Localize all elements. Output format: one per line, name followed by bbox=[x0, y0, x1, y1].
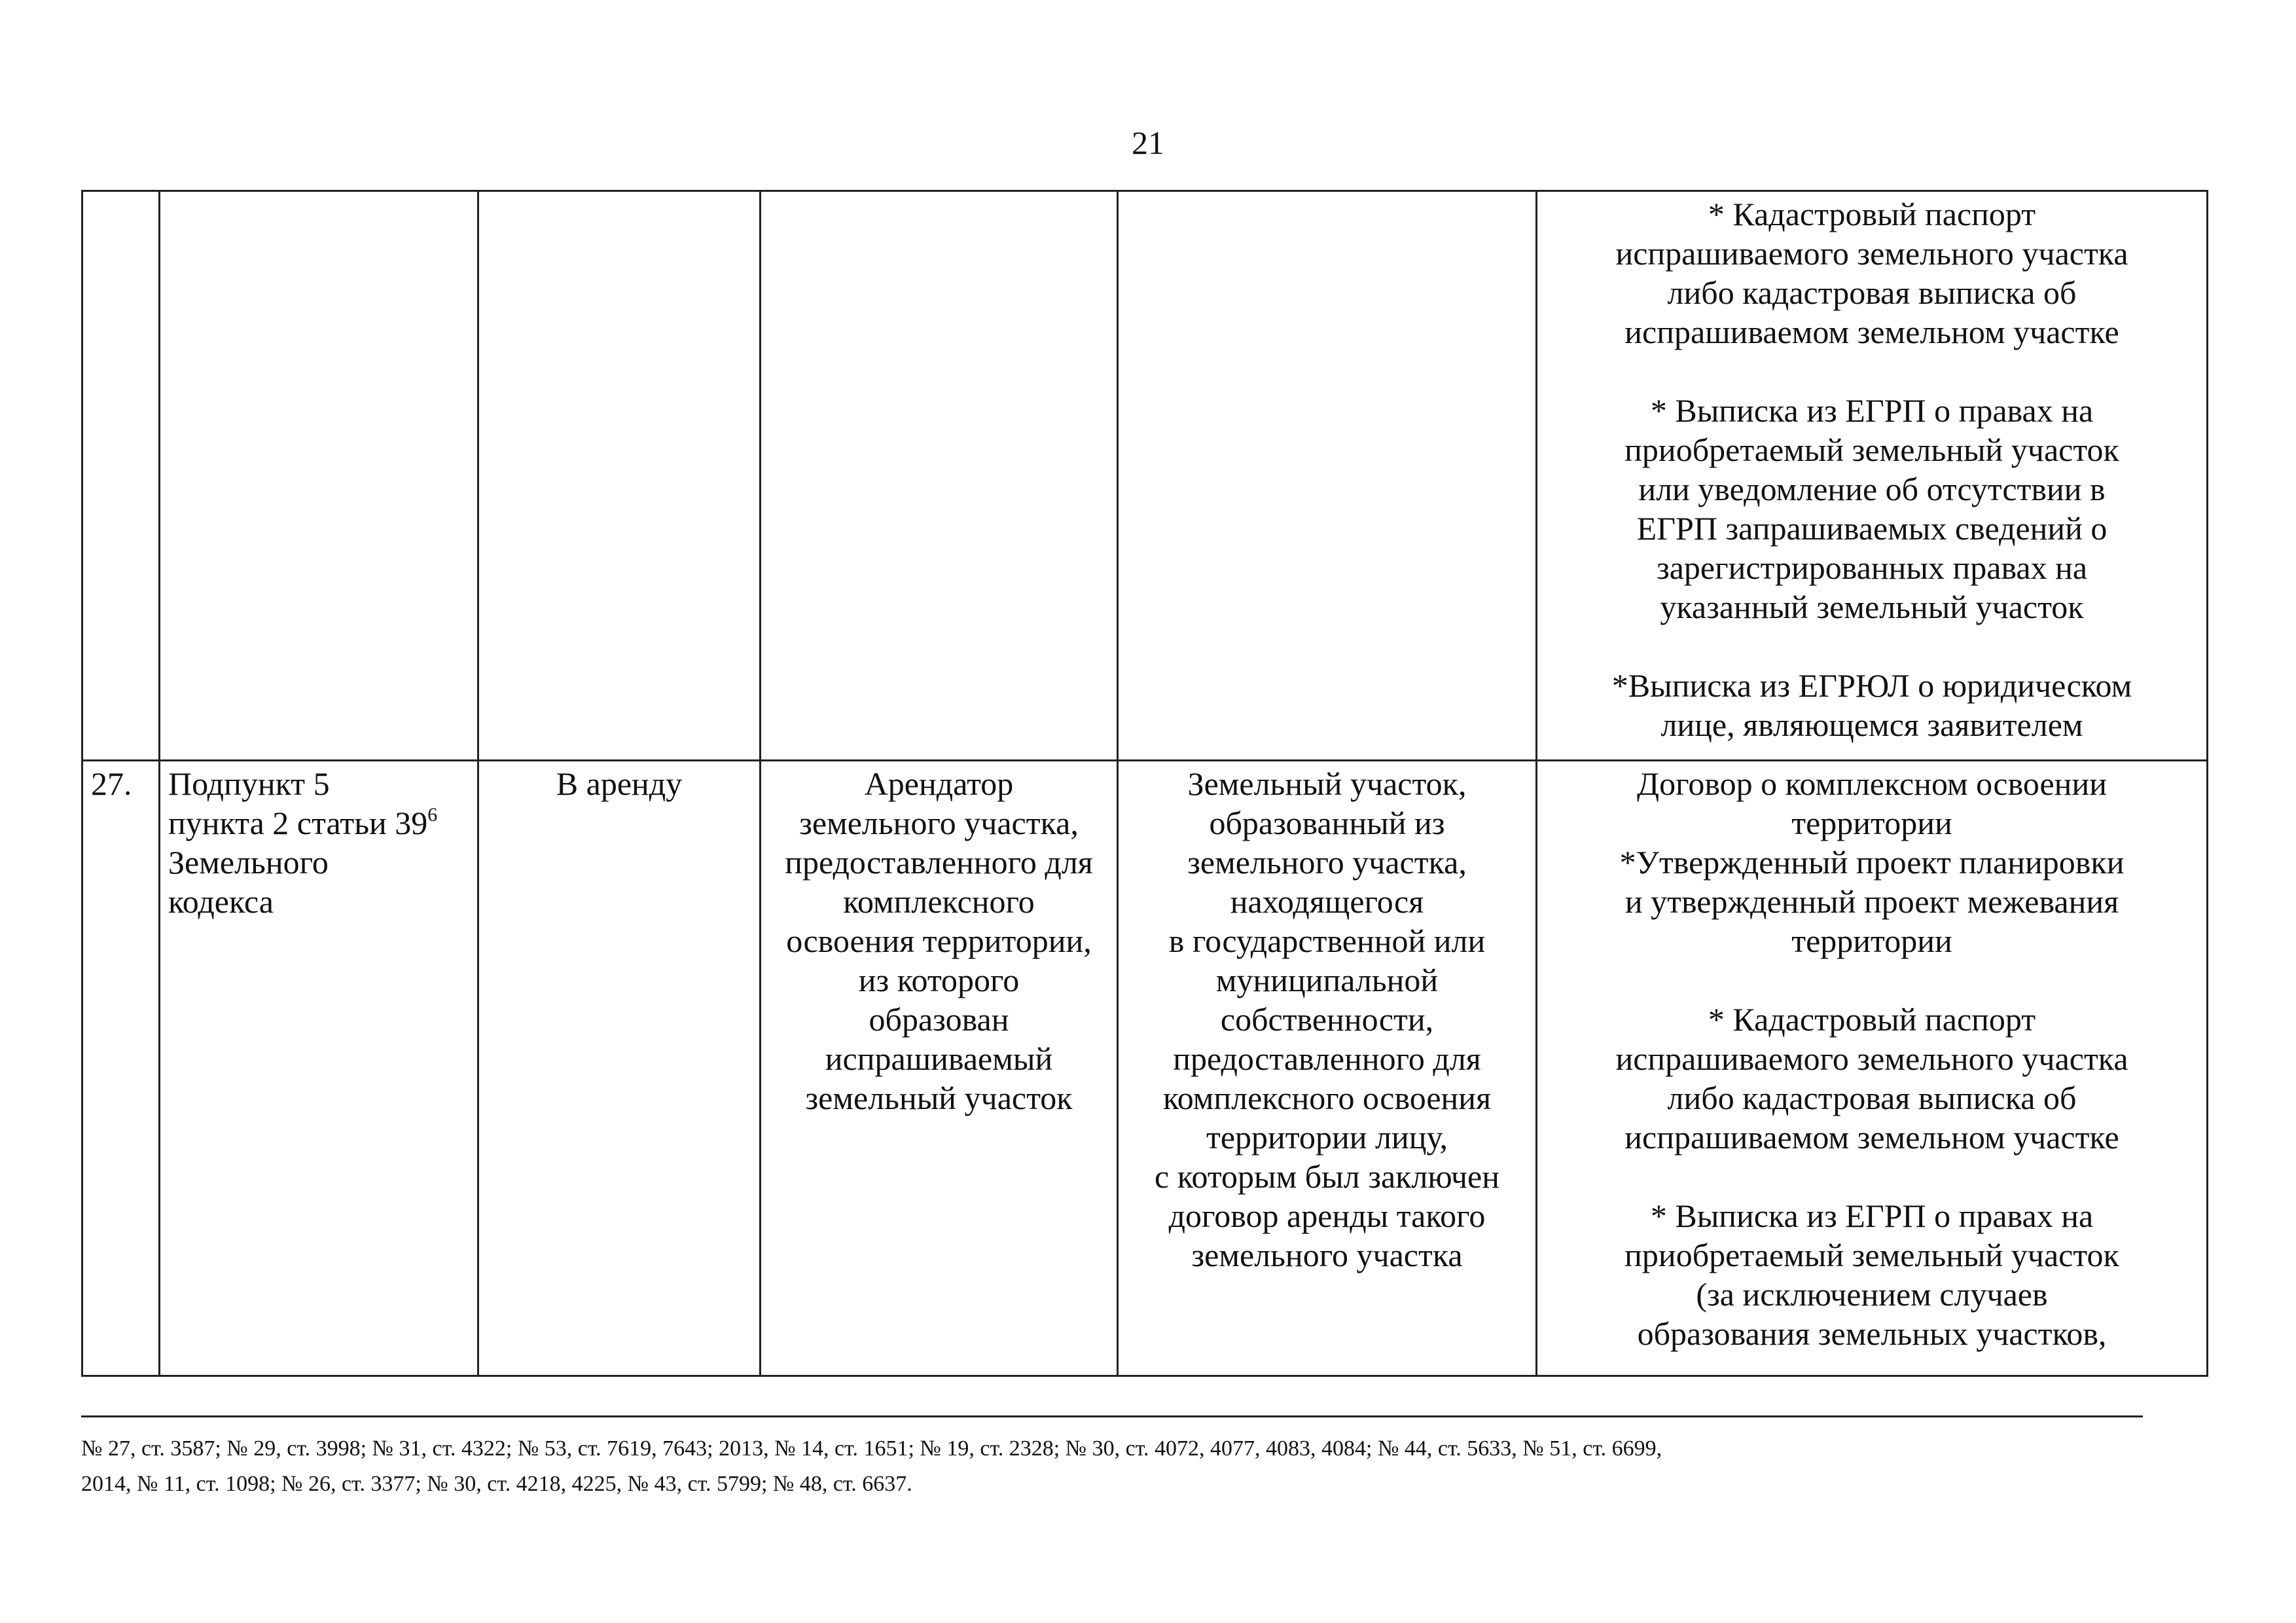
cell-applicant bbox=[761, 191, 1118, 761]
cell-text-line: комплексного bbox=[843, 883, 1035, 920]
cell-text-line: либо кадастровая выписка об bbox=[1667, 1080, 2077, 1116]
cell-text-line: * Выписка из ЕГРП о правах на bbox=[1650, 392, 2094, 429]
paragraph-gap bbox=[1545, 627, 2198, 666]
footnote-line: 2014, № 11, ст. 1098; № 26, ст. 3377; № 30, ст. 4218, 4225, № 43, ст. 5799; № 48, ст. 6637. bbox=[81, 1472, 912, 1496]
cell-text-line: земельного участка, bbox=[1187, 844, 1467, 881]
cell-text-line: испрашиваемом земельном участке bbox=[1624, 1119, 2119, 1156]
cell-text-line: территории лицу, bbox=[1206, 1119, 1448, 1156]
cell-text-line: * Кадастровый паспорт bbox=[1708, 1001, 2036, 1038]
footnote-line: № 27, ст. 3587; № 29, ст. 3998; № 31, ст. 4322; № 53, ст. 7619, 7643; 2013, № 14, ст. 1651; № 19, ст. 2328; № 30, ст. 4072, 4077, 4083, 4084; № 44, ст. 5633, № 51, ст. 6699, bbox=[81, 1436, 1662, 1461]
paragraph-gap bbox=[1545, 352, 2198, 391]
cell-text-line: образования земельных участков, bbox=[1637, 1315, 2107, 1352]
cell-provision-form: В аренду bbox=[478, 761, 761, 1376]
cell-number bbox=[82, 191, 160, 761]
cell-text-line: приобретаемый земельный участок bbox=[1624, 431, 2119, 468]
cell-text-line: испрашиваемый bbox=[825, 1040, 1053, 1077]
cell-text-line: в государственной или bbox=[1168, 922, 1486, 959]
cell-text-line: договор аренды такого bbox=[1168, 1197, 1486, 1234]
cell-text-line: * Выписка из ЕГРП о правах на bbox=[1650, 1197, 2094, 1234]
paragraph-gap bbox=[1545, 960, 2198, 1000]
cell-provision-form bbox=[478, 191, 761, 761]
cell-text-line: комплексного освоения bbox=[1162, 1080, 1492, 1116]
paragraph-gap bbox=[1545, 1157, 2198, 1196]
cell-text-line: земельный участок bbox=[805, 1080, 1073, 1116]
cell-applicant bbox=[761, 761, 1118, 1376]
basis-line: Подпункт 5 bbox=[168, 765, 330, 802]
cell-text-line: из которого bbox=[858, 962, 1020, 998]
cell-text-line: указанный земельный участок bbox=[1660, 589, 2084, 625]
cell-land-plot bbox=[1118, 191, 1537, 761]
table-row-27 bbox=[82, 761, 2208, 1376]
basis-line: Земельного bbox=[168, 844, 329, 881]
footnote-divider bbox=[81, 1415, 2143, 1417]
article-superscript: 6 bbox=[427, 804, 438, 826]
cell-text-line: земельного участка, bbox=[799, 805, 1079, 841]
cell-text-line: *Выписка из ЕГРЮЛ о юридическом bbox=[1611, 667, 2132, 704]
cell-text-line: собственности, bbox=[1220, 1001, 1434, 1038]
cell-text-line: * Кадастровый паспорт bbox=[1708, 196, 2036, 232]
cell-text-line: или уведомление об отсутствии в bbox=[1638, 471, 2106, 507]
cell-text-line: находящегося bbox=[1230, 883, 1424, 920]
cell-text-line: образованный из bbox=[1209, 805, 1445, 841]
cell-text-line: (за исключением случаев bbox=[1696, 1276, 2048, 1313]
basis-text: пункта 2 статьи 39 bbox=[168, 805, 428, 841]
basis-line: кодекса bbox=[168, 883, 274, 920]
cell-text-line: ЕГРП запрашиваемых сведений о bbox=[1636, 510, 2108, 547]
cell-legal-basis bbox=[160, 191, 478, 761]
cell-text-line: территории bbox=[1791, 805, 1952, 841]
cell-text-line: приобретаемый земельный участок bbox=[1624, 1237, 2119, 1273]
cell-text-line: предоставленного для bbox=[1173, 1040, 1481, 1077]
cell-text-line: Земельный участок, bbox=[1187, 765, 1467, 802]
cell-documents bbox=[1537, 191, 2208, 761]
cell-text-line: лице, являющемся заявителем bbox=[1660, 706, 2083, 743]
page-number: 21 bbox=[1132, 124, 1164, 161]
cell-text-line: Договор о комплексном освоении bbox=[1637, 765, 2107, 802]
cell-text-line: предоставленного для bbox=[785, 844, 1093, 881]
cell-text-line: земельного участка bbox=[1191, 1237, 1463, 1273]
cell-text-line: территории bbox=[1791, 922, 1952, 959]
cell-text-line: испрашиваемого земельного участка bbox=[1615, 235, 2128, 272]
cell-land-plot bbox=[1118, 761, 1537, 1376]
table-row-continuation bbox=[82, 191, 2208, 761]
cell-text-line: *Утвержденный проект планировки bbox=[1619, 844, 2125, 881]
cell-text-line: испрашиваемом земельном участке bbox=[1624, 314, 2119, 350]
cell-documents bbox=[1537, 761, 2208, 1376]
cell-text-line: зарегистрированных правах на bbox=[1656, 549, 2088, 586]
cell-text-line: муниципальной bbox=[1215, 962, 1439, 998]
basis-line bbox=[168, 803, 469, 843]
footnote bbox=[81, 1431, 2143, 1502]
cell-text-line: с которым был заключен bbox=[1155, 1158, 1499, 1195]
cell-text-line: либо кадастровая выписка об bbox=[1667, 274, 2077, 311]
cell-text-line: и утвержденный проект межевания bbox=[1624, 883, 2119, 920]
document-table bbox=[81, 190, 2208, 1377]
cell-text-line: Арендатор bbox=[864, 765, 1014, 802]
cell-text-line: испрашиваемого земельного участка bbox=[1615, 1040, 2128, 1077]
cell-text-line: освоения территории, bbox=[786, 922, 1092, 959]
cell-text-line: образован bbox=[869, 1001, 1009, 1038]
cell-legal-basis bbox=[160, 761, 478, 1376]
row-number: 27. bbox=[82, 761, 160, 1376]
